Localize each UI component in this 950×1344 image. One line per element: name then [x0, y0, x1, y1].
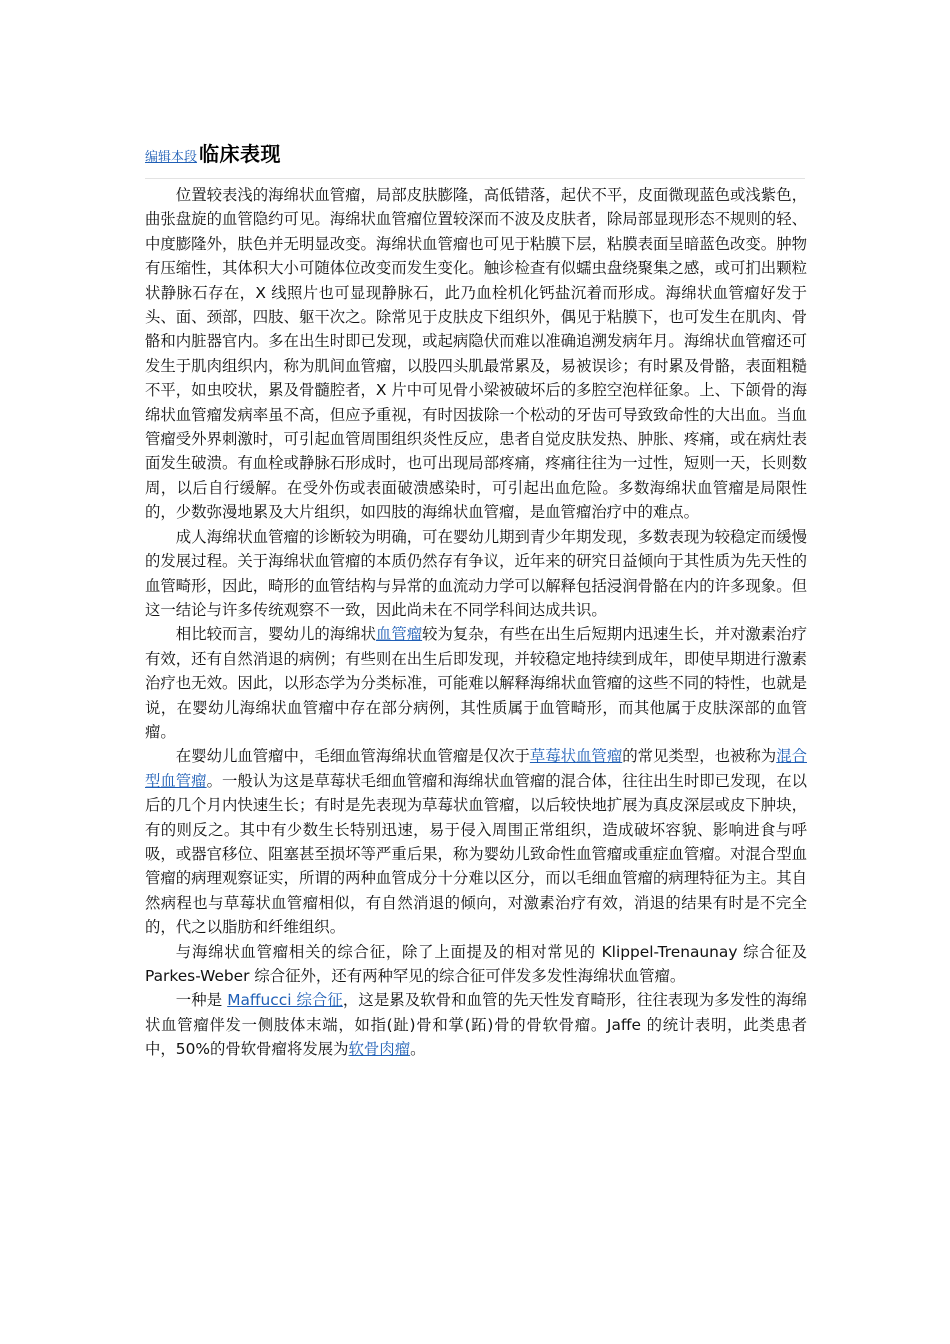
link-chondrosarcoma[interactable]: 软骨肉瘤: [348, 1040, 411, 1059]
paragraph-4-text-a: 在婴幼儿血管瘤中，毛细血管海绵状血管瘤是仅次于: [175, 747, 530, 766]
paragraph-3: [145, 622, 807, 744]
link-hemangioma[interactable]: 血管瘤: [375, 625, 423, 644]
paragraph-4-text-b: 的常见类型，也被称为: [622, 747, 777, 766]
paragraph-4-text-c: 。一般认为这是草莓状毛细血管瘤和海绵状血管瘤的混合体，往往出生时即已发现，在以后的几个月内快速生长；有时是先表现为草莓状血管瘤，以后较快地扩展为真皮深层或皮下肿块，有的则反之。其中有少数生长特别迅速，易于侵入周围正常组织，造成破坏容貌、影响进食与呼吸，或器官移位、阻塞甚至损坏等严重后果，称为婴幼儿致命性血管瘤或重症血管瘤。对混合型血管瘤的病理观察证实，所谓的两种血管成分十分难以区分，而以毛细血管瘤的病理特征为主。其自然病程也与草莓状血管瘤相似，有自然消退的倾向，对激素治疗有效，消退的结果有时是不完全的，代之以脂肪和纤维组织。: [145, 771, 807, 937]
paragraph-2-text: 成人海绵状血管瘤的诊断较为明确，可在婴幼儿期到青少年期发现，多数表现为较稳定而缓慢的发展过程。关于海绵状血管瘤的本质仍然存有争议，近年来的研究日益倾向于其性质为先天性的血管畸形，因此，畸形的血管结构与异常的血流动力学可以解释包括浸润骨骼在内的许多现象。但这一结论与许多传统观察不一致，因此尚未在不同学科间达成共识。: [145, 527, 807, 619]
paragraph-5: [145, 940, 807, 989]
paragraph-3-text-a: 相比较而言，婴幼儿的海绵状: [175, 625, 376, 644]
edit-section-link[interactable]: 编辑本段: [145, 150, 198, 165]
paragraph-4: [145, 744, 807, 939]
paragraph-1-text: 位置较表浅的海绵状血管瘤，局部皮肤膨隆，高低错落，起伏不平，皮面微现蓝色或浅紫色，曲张盘旋的血管隐约可见。海绵状血管瘤位置较深而不波及皮肤者，除局部显现形态不规则的轻、中度膨隆外，肤色并无明显改变。海绵状血管瘤也可见于粘膜下层，粘膜表面呈暗蓝色改变。肿物有压缩性，其体积大小可随体位改变而发生变化。触诊检查有似蠕虫盘绕聚集之感，或可扪出颗粒状静脉石存在，X 线照片也可显现静脉石，此乃血栓机化钙盐沉着而形成。海绵状血管瘤好发于头、面、颈部，四肢、躯干次之。除常见于皮肤皮下组织外，偶见于粘膜下，也可发生在肌肉、骨骼和内脏器官内。多在出生时即已发现，或起病隐伏而难以准确追溯发病年月。海绵状血管瘤还可发生于肌肉组织内，称为肌间血管瘤，以股四头肌最常累及，易被误诊；有时累及骨骼，表面粗糙不平，如虫咬状，累及骨髓腔者，X 片中可见骨小梁被破坏后的多腔空泡样征象。上、下颌骨的海绵状血管瘤发病率虽不高，但应予重视，有时因拔除一个松动的牙齿可导致致命性的大出血。当血管瘤受外界刺激时，可引起血管周围组织炎性反应，患者自觉皮肤发热、肿胀、疼痛，或在病灶表面发生破溃。有血栓或静脉石形成时，也可出现局部疼痛，疼痛往往为一过性，短则一天，长则数周，以后自行缓解。在受外伤或表面破溃感染时，可引起出血危险。多数海绵状血管瘤是局限性的，少数弥漫地累及大片组织，如四肢的海绵状血管瘤，是血管瘤治疗中的难点。: [145, 186, 807, 522]
paragraph-6-text-c: 。: [410, 1040, 426, 1059]
section-title: 临床表现: [199, 142, 282, 166]
link-strawberry-hemangioma[interactable]: 草莓状血管瘤: [529, 747, 623, 766]
link-maffucci-syndrome[interactable]: Maffucci 综合征: [227, 991, 343, 1010]
paragraph-6-text-b: ，这是累及软骨和血管的先天性发育畸形，往往表现为多发性的海绵状血管瘤伴发一侧肢体末端，如指(趾)骨和掌(跖)骨的骨软骨瘤。Jaffe 的统计表明，此类患者中，50%的骨软骨瘤将发展为: [145, 991, 807, 1059]
paragraph-2: [145, 525, 807, 623]
article-body: [145, 183, 807, 1062]
link-mixed-hemangioma[interactable]: 混合型血管瘤: [145, 747, 807, 790]
paragraph-6-text-a: 一种是: [175, 991, 228, 1010]
heading-divider: [145, 178, 805, 179]
paragraph-6: [145, 988, 807, 1061]
paragraph-3-text-b: 较为复杂，有些在出生后短期内迅速生长，并对激素治疗有效，还有自然消退的病例；有些则在出生后即发现，并较稳定地持续到成年，即使早期进行激素治疗也无效。因此，以形态学为分类标准，可能难以解释海绵状血管瘤的这些不同的特性，也就是说，在婴幼儿海绵状血管瘤中存在部分病例，其性质属于血管畸形，而其他属于皮肤深部的血管瘤。: [145, 625, 807, 741]
paragraph-5-text: 与海绵状血管瘤相关的综合征，除了上面提及的相对常见的 Klippel-Trenaunay 综合征及 Parkes-Weber 综合征外，还有两种罕见的综合征可伴发多发性海绵状血管瘤。: [145, 942, 807, 985]
section-heading: [145, 138, 281, 167]
paragraph-1: [145, 183, 807, 525]
